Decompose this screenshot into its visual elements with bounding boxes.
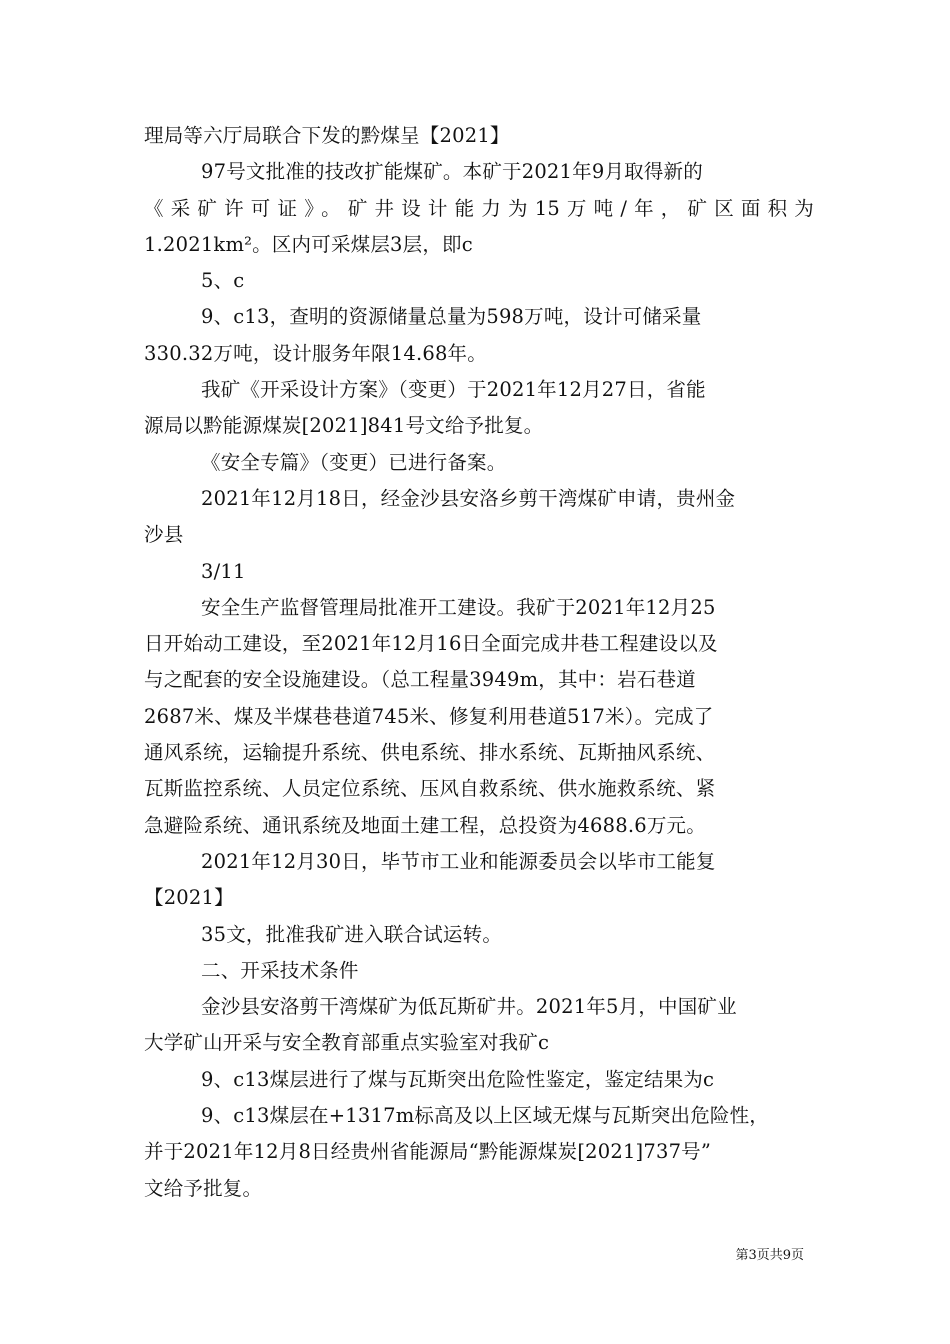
text-line: 并于2021年12月8日经贵州省能源局“黔能源煤炭[2021]737号”: [144, 1140, 712, 1164]
text-line: 《安全专篇》（变更）已进行备案。: [201, 450, 507, 474]
text-line: 9、c13，查明的资源储量总量为598万吨，设计可储采量: [201, 305, 702, 329]
page-number: 第3页共9页: [735, 1248, 804, 1263]
text-line: 文给予批复。: [144, 1176, 263, 1200]
text-line: 通风系统，运输提升系统、供电系统、排水系统、瓦斯抽风系统、: [144, 741, 716, 765]
text-line: 安全生产监督管理局批准开工建设。我矿于2021年12月25: [201, 595, 716, 619]
text-line: 35文，批准我矿进入联合试运转。: [201, 922, 503, 946]
text-line: 97号文批准的技改扩能煤矿。本矿于2021年9月取得新的: [201, 160, 703, 184]
text-line: 2687米、煤及半煤巷巷道745米、修复利用巷道517米）。完成了: [144, 704, 714, 728]
text-line: 《采矿许可证》。矿井设计能力为15万吨/年，矿区面积为: [144, 196, 814, 220]
text-line: 与之配套的安全设施建设。（总工程量3949m，其中：岩石巷道: [144, 668, 696, 692]
text-line: 9、c13煤层进行了煤与瓦斯突出危险性鉴定，鉴定结果为c: [201, 1067, 715, 1091]
text-line: 急避险系统、通讯系统及地面土建工程，总投资为4688.6万元。: [144, 813, 706, 837]
text-line: 金沙县安洛剪干湾煤矿为低瓦斯矿井。2021年5月，中国矿业: [201, 995, 737, 1019]
text-line: 【2021】: [144, 886, 234, 910]
text-line: 源局以黔能源煤炭[2021]841号文给予批复。: [144, 414, 544, 438]
text-line: 2021年12月30日，毕节市工业和能源委员会以毕市工能复: [201, 849, 716, 873]
text-line: 沙县: [144, 523, 184, 547]
text-line: 330.32万吨，设计服务年限14.68年。: [144, 341, 487, 365]
text-line: 2021年12月18日，经金沙县安洛乡剪干湾煤矿申请，贵州金: [201, 486, 736, 510]
text-line: 日开始动工建设，至2021年12月16日全面完成井巷工程建设以及: [144, 632, 718, 656]
text-line: 瓦斯监控系统、人员定位系统、压风自救系统、供水施救系统、紧: [144, 777, 716, 801]
text-line: 9、c13煤层在+1317m标高及以上区域无煤与瓦斯突出危险性，: [201, 1104, 769, 1128]
text-line: 1.2021km²。区内可采煤层3层，即c: [144, 232, 473, 256]
text-line: 我矿《开采设计方案》（变更）于2021年12月27日，省能: [201, 378, 706, 402]
text-line: 大学矿山开采与安全教育部重点实验室对我矿c: [144, 1031, 550, 1055]
page-marker: 3/11: [201, 559, 246, 583]
text-line: 5、c: [201, 269, 245, 293]
section-heading: 二、开采技术条件: [201, 958, 359, 982]
document-body: [144, 118, 814, 1207]
text-line: 理局等六厅局联合下发的黔煤呈【2021】: [144, 124, 510, 147]
